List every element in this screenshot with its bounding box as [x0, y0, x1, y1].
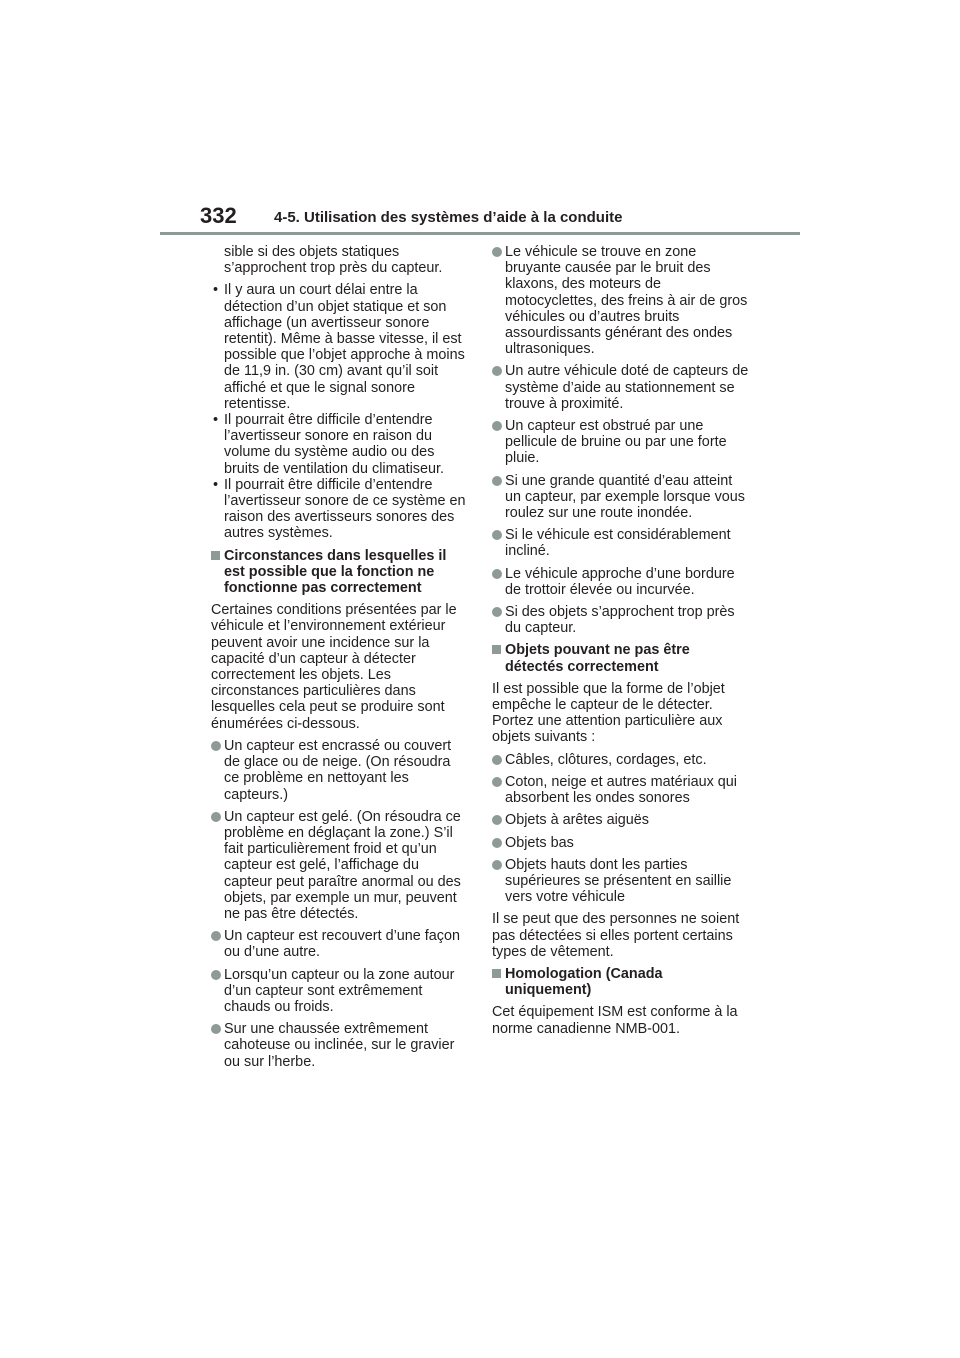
list-item-text: Si une grande quantité d’eau atteint un capteur, par exemple lorsque vous roulez sur une route inondée.: [505, 472, 745, 522]
list-item-text: Un capteur est recouvert d’une façon ou d’une autre.: [224, 928, 460, 961]
heading-text: Objets pouvant ne pas être détectés correctement: [505, 642, 690, 675]
list-item: [211, 738, 469, 803]
round-bullet-icon: [492, 755, 502, 765]
square-bullet-icon: [492, 645, 501, 654]
round-bullet-icon: [211, 741, 221, 751]
list-item: [492, 363, 752, 412]
list-item: [211, 967, 469, 1016]
list-item-text: Un autre véhicule doté de capteurs de système d’aide au stationnement se trouve à proximité.: [505, 363, 749, 412]
list-item-text: Lorsqu’un capteur ou la zone autour d’un capteur sont extrêmement chauds ou froids.: [224, 966, 455, 1015]
round-bullet-icon: [492, 607, 502, 617]
page-header: [200, 203, 800, 235]
list-item-text: Sur une chaussée extrêmement cahoteuse ou inclinée, sur le gravier ou sur l’herbe.: [224, 1021, 455, 1070]
dash-item: [211, 412, 469, 477]
section-heading: [492, 966, 752, 998]
heading-text: Circonstances dans lesquelles il est possible que la fonction ne fonctionne pas correctement: [224, 547, 447, 597]
list-item-text: Objets hauts dont les parties supérieures se présentent en saillie vers votre véhicule: [505, 856, 732, 906]
list-item: [492, 527, 752, 559]
square-bullet-icon: [492, 969, 501, 978]
round-bullet-icon: [492, 476, 502, 486]
round-bullet-icon: [492, 860, 502, 870]
list-item: [492, 835, 752, 851]
continued-text: sible si des objets statiques s’approchent trop près du capteur.: [224, 244, 443, 277]
section-heading: [211, 548, 469, 597]
dash-marker: •: [213, 412, 219, 429]
round-bullet-icon: [492, 421, 502, 431]
list-item: [211, 809, 469, 922]
list-item: [211, 928, 469, 960]
round-bullet-icon: [211, 931, 221, 941]
list-item: [492, 774, 752, 806]
dash-marker: •: [213, 282, 219, 299]
round-bullet-icon: [492, 366, 502, 376]
list-item: [211, 1021, 469, 1070]
dash-item: [211, 477, 469, 542]
list-item-text: Câbles, clôtures, cordages, etc.: [505, 751, 707, 768]
dash-item: [211, 282, 469, 412]
round-bullet-icon: [492, 815, 502, 825]
list-item-text: Le véhicule se trouve en zone bruyante causée par le bruit des klaxons, des moteurs de motocyclettes, des freins à air de gros véhicules ou d’autres bruits assourdissants générant des ondes ultrasoniques.: [505, 244, 748, 358]
paragraph: Il se peut que des personnes ne soient pas détectées si elles portent certains types de vêtement.: [492, 911, 740, 960]
round-bullet-icon: [211, 1024, 221, 1034]
list-item: [492, 244, 752, 357]
round-bullet-icon: [492, 777, 502, 787]
list-item-text: Un capteur est encrassé ou couvert de glace ou de neige. (On résoudra ce problème en nettoyant les capteurs.): [224, 737, 452, 803]
round-bullet-icon: [492, 530, 502, 540]
list-item-text: Objets bas: [505, 834, 574, 851]
list-item: [492, 857, 752, 906]
dash-item-text: Il pourrait être difficile d’entendre l’avertisseur sonore de ce système en raison des avertisseurs sonores des autres systèmes.: [224, 476, 466, 542]
list-item-text: Si le véhicule est considérablement incliné.: [505, 527, 731, 560]
page-number: 332: [200, 203, 237, 228]
dash-item-text: Il y aura un court délai entre la détection d’un objet statique et son affichage (un avertisseur sonore retentit). Même à basse vitesse, il est possible que l’objet approche à moins de 11,9 in. (30 cm) avant qu’il soit affiché et que le signal sonore retentisse.: [224, 282, 465, 412]
list-item-text: Un capteur est gelé. (On résoudra ce problème en déglaçant la zone.) S’il fait particulièrement froid et qu’un capteur est gelé, l’affichage du capteur peut paraître anormal ou des objets, par exemple un mur, peuvent ne pas être détectés.: [224, 808, 461, 922]
paragraph: Cet équipement ISM est conforme à la norme canadienne NMB-001.: [492, 1004, 738, 1037]
dash-item-text: Il pourrait être difficile d’entendre l’avertisseur sonore en raison du volume du système audio ou des bruits de ventilation du climatiseur.: [224, 412, 444, 477]
list-item-text: Si des objets s’approchent trop près du capteur.: [505, 604, 735, 637]
list-item-text: Coton, neige et autres matériaux qui absorbent les ondes sonores: [505, 773, 737, 807]
round-bullet-icon: [211, 970, 221, 980]
list-item-text: Un capteur est obstrué par une pellicule de bruine ou par une forte pluie.: [505, 418, 727, 467]
list-item: [492, 812, 752, 828]
list-item: [492, 752, 752, 768]
round-bullet-icon: [492, 247, 502, 257]
paragraph: Il est possible que la forme de l’objet empêche le capteur de le détecter. Portez une attention particulière aux objets suivants :: [492, 680, 725, 746]
paragraph: Certaines conditions présentées par le véhicule et l’environnement extérieur peuvent avoir une incidence sur la capacité d’un capteur à détecter correctement les objets. Les circonstances particulières dans lesquelles cela peut se produire sont énumérées ci-dessous.: [211, 602, 457, 732]
dash-marker: •: [213, 476, 219, 493]
section-title: 4-5. Utilisation des systèmes d’aide à la conduite: [274, 209, 623, 226]
list-item: [492, 566, 752, 598]
round-bullet-icon: [211, 812, 221, 822]
section-heading: [492, 642, 752, 674]
list-item: [492, 418, 752, 467]
right-column: [492, 244, 752, 1043]
header-rule: [160, 232, 800, 235]
list-item: [492, 604, 752, 636]
left-column: [211, 244, 469, 1076]
round-bullet-icon: [492, 838, 502, 848]
heading-text: Homologation (Canada uniquement): [505, 965, 663, 999]
square-bullet-icon: [211, 551, 220, 560]
list-item: [492, 473, 752, 522]
round-bullet-icon: [492, 569, 502, 579]
list-item-text: Le véhicule approche d’une bordure de trottoir élevée ou incurvée.: [505, 565, 735, 598]
list-item-text: Objets à arêtes aiguës: [505, 812, 649, 829]
